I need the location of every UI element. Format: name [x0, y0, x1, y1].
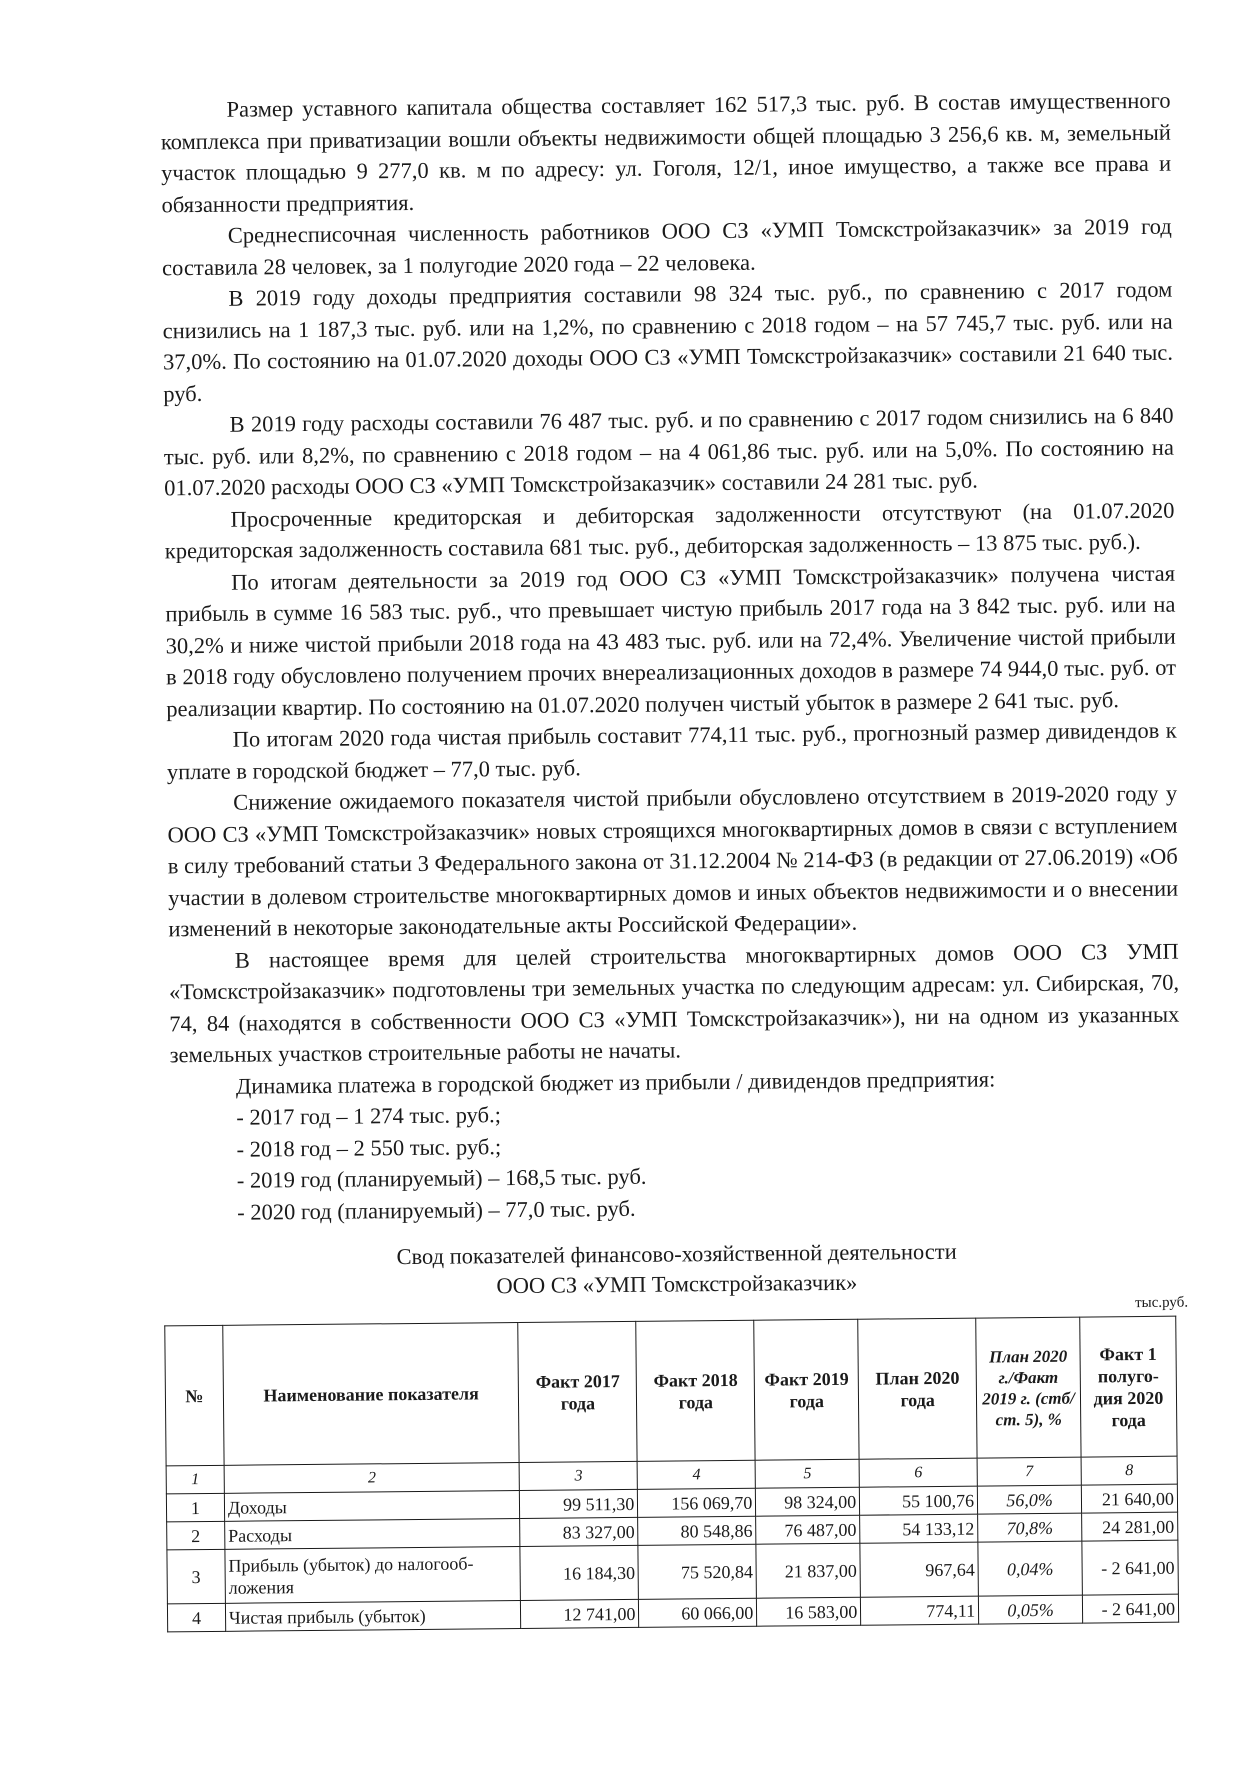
payments-list: [170, 1093, 1181, 1229]
paragraph-forecast-2020: По итогам 2020 года чистая прибыль составит 774,11 тыс. руб., прогнозный размер дивидендов к уплате в городской бюджет – 77,0 тыс. руб.: [166, 717, 1177, 784]
cell-fact-h1-2020: - 2 641,00: [1082, 1540, 1179, 1595]
cell-fact-2017: 83 327,00: [520, 1517, 638, 1546]
paragraph-debts: Просроченные кредиторская и дебиторская задолженности отсутствуют (на 01.07.2020 кредиторская задолженность составила 681 тыс. руб., дебиторская задолженность – 13 875 тыс. руб.).: [164, 497, 1175, 564]
column-number: 7: [977, 1457, 1081, 1486]
cell-plan-pct: 0,05%: [979, 1595, 1083, 1624]
cell-fact-2019: 98 324,00: [756, 1487, 860, 1516]
paragraph-profit-decline: Снижение ожидаемого показателя чистой прибыли обусловлено отсутствием в 2019-2020 году у ООО СЗ «УМП Томскстройзаказчик» новых строящихся многоквартирных домов в связи с вступлением в силу требований статьи 3 Федерального закона от 31.12.2004 № 214-ФЗ (в редакции от 27.06.2019) «Об участии в долевом строительстве многоквартирных домов и иных объектов недвижимости и о внесении изменений в некоторые законодательные акты Российской Федерации».: [167, 780, 1179, 942]
cell-fact-2018: 60 066,00: [639, 1598, 757, 1627]
list-item: - 2019 год (планируемый) – 168,5 тыс. руб.: [236, 1163, 647, 1193]
cell-fact-2017: 12 741,00: [521, 1599, 639, 1628]
paragraph-net-profit-2019: По итогам деятельности за 2019 год ООО СЗ «УМП Томскстройзаказчик» получена чистая прибыль в сумме 16 583 тыс. руб., что превышает чистую прибыль 2017 года на 3 842 тыс. руб. или на 30,2% и ниже чистой прибыли 2018 года на 43 483 тыс. руб. или на 72,4%. Увеличение чистой прибыли в 2018 году обусловлено получением прочих внереализационных доходов в размере 74 944,0 тыс. руб. от реализации квартир. По состоянию на 01.07.2020 получен чистый убыток в размере 2 641 тыс. руб.: [165, 560, 1177, 721]
column-number: 6: [859, 1458, 977, 1487]
list-item: - 2018 год – 2 550 тыс. руб.;: [236, 1133, 502, 1162]
cell-plan-pct: 70,8%: [978, 1513, 1082, 1542]
cell-fact-2019: 76 487,00: [756, 1515, 860, 1544]
row-name: Расходы: [225, 1518, 521, 1549]
table-title-line2: ООО СЗ «УМП Томскстройзаказчик»: [496, 1269, 858, 1299]
cell-plan-pct: 0,04%: [978, 1541, 1082, 1596]
header-fact-h1-2020: Факт 1 полуго-дия 2020 года: [1080, 1316, 1177, 1457]
list-item: - 2017 год – 1 274 тыс. руб.;: [236, 1102, 502, 1130]
table-units: тыс.руб.: [1134, 1294, 1189, 1312]
column-number: 1: [166, 1465, 224, 1494]
row-name: Доходы: [224, 1490, 520, 1521]
cell-plan-2020: 774,11: [861, 1596, 979, 1625]
cell-fact-h1-2020: 24 281,00: [1082, 1512, 1178, 1541]
column-number: 2: [224, 1462, 520, 1493]
header-num: №: [165, 1325, 224, 1466]
cell-plan-2020: 55 100,76: [860, 1486, 978, 1515]
header-plan-2020: План 2020 года: [858, 1318, 977, 1459]
cell-fact-h1-2020: 21 640,00: [1081, 1484, 1177, 1513]
table-caption: [171, 1235, 1182, 1305]
table-row: [167, 1540, 1178, 1604]
cell-plan-2020: 54 133,12: [860, 1514, 978, 1543]
cell-fact-2019: 21 837,00: [756, 1543, 860, 1598]
cell-fact-2018: 156 069,70: [638, 1488, 756, 1517]
row-num: 1: [166, 1493, 224, 1522]
column-number: 5: [755, 1459, 859, 1488]
row-num: 2: [167, 1521, 225, 1550]
column-number: 8: [1081, 1456, 1177, 1485]
table-title-line1: Свод показателей финансово-хозяйственной деятельности: [396, 1238, 957, 1270]
header-fact-2018: Факт 2018 года: [636, 1320, 755, 1461]
financial-indicators-table: [164, 1316, 1179, 1633]
header-fact-2017: Факт 2017 года: [518, 1321, 637, 1462]
cell-fact-2018: 80 548,86: [638, 1516, 756, 1545]
header-fact-2019: Факт 2019 года: [754, 1319, 859, 1460]
row-name: Чистая прибыль (убыток): [225, 1600, 521, 1631]
column-number: 3: [520, 1461, 638, 1490]
paragraph-expenses: В 2019 году расходы составили 76 487 тыс. руб. и по сравнению с 2017 годом снизились на 6 840 тыс. руб. или 8,2%, по сравнению с 2018 годом – на 4 061,86 тыс. руб. или на 5,0%. По состоянию на 01.07.2020 расходы ООО СЗ «УМП Томскстройзаказчик» составили 24 281 тыс. руб.: [163, 402, 1174, 501]
paragraph-income: В 2019 году доходы предприятия составили 98 324 тыс. руб., по сравнению с 2017 годом снизились на 1 187,3 тыс. руб. или на 1,2%, по сравнению с 2018 годом – на 57 745,7 тыс. руб. или на 37,0%. По состоянию на 01.07.2020 доходы ООО СЗ «УМП Томскстройзаказчик» составили 21 640 тыс. руб.: [162, 276, 1174, 406]
cell-fact-2018: 75 520,84: [638, 1544, 756, 1599]
cell-plan-pct: 56,0%: [977, 1485, 1081, 1514]
row-num: 4: [167, 1603, 225, 1632]
row-num: 3: [167, 1549, 225, 1604]
cell-plan-2020: 967,64: [860, 1542, 978, 1597]
list-item: - 2020 год (планируемый) – 77,0 тыс. руб.: [237, 1195, 636, 1225]
cell-fact-2017: 99 511,30: [520, 1489, 638, 1518]
paragraph-headcount: Среднесписочная численность работников ООО СЗ «УМП Томскстройзаказчик» за 2019 год составила 28 человек, за 1 полугодие 2020 года – 22 человека.: [161, 213, 1172, 280]
paragraph-charter-capital: Размер уставного капитала общества составляет 162 517,3 тыс. руб. В состав имущественного комплекса при приватизации вошли объекты недвижимости общей площадью 3 256,6 кв. м, земельный участок площадью 9 277,0 кв. м по адресу: ул. Гоголя, 12/1, иное имущество, а также все права и обязанности предприятия.: [160, 87, 1172, 217]
paragraph-payments-intro: Динамика платежа в городской бюджет из прибыли / дивидендов предприятия:: [235, 1065, 996, 1099]
header-name: Наименование показателя: [223, 1322, 520, 1465]
cell-fact-2017: 16 184,30: [520, 1545, 638, 1600]
row-name: Прибыль (убыток) до налогооб-ложения: [225, 1546, 521, 1603]
header-plan-pct: План 2020 г./Факт 2019 г. (стб/ст. 5), %: [976, 1317, 1081, 1458]
cell-fact-h1-2020: - 2 641,00: [1082, 1594, 1178, 1623]
cell-fact-2019: 16 583,00: [757, 1597, 861, 1626]
table-header-row: [165, 1316, 1177, 1466]
column-number: 4: [637, 1460, 755, 1489]
paragraph-land-plots: В настоящее время для целей строительства многоквартирных домов ООО СЗ УМП «Томскстройзаказчик» подготовлены три земельных участка по следующим адресам: ул. Сибирская, 70, 74, 84 (находятся в собственности ООО СЗ «УМП Томскстройзаказчик»), ни на одном из указанных земельных участков строительные работы не начаты.: [168, 938, 1180, 1068]
